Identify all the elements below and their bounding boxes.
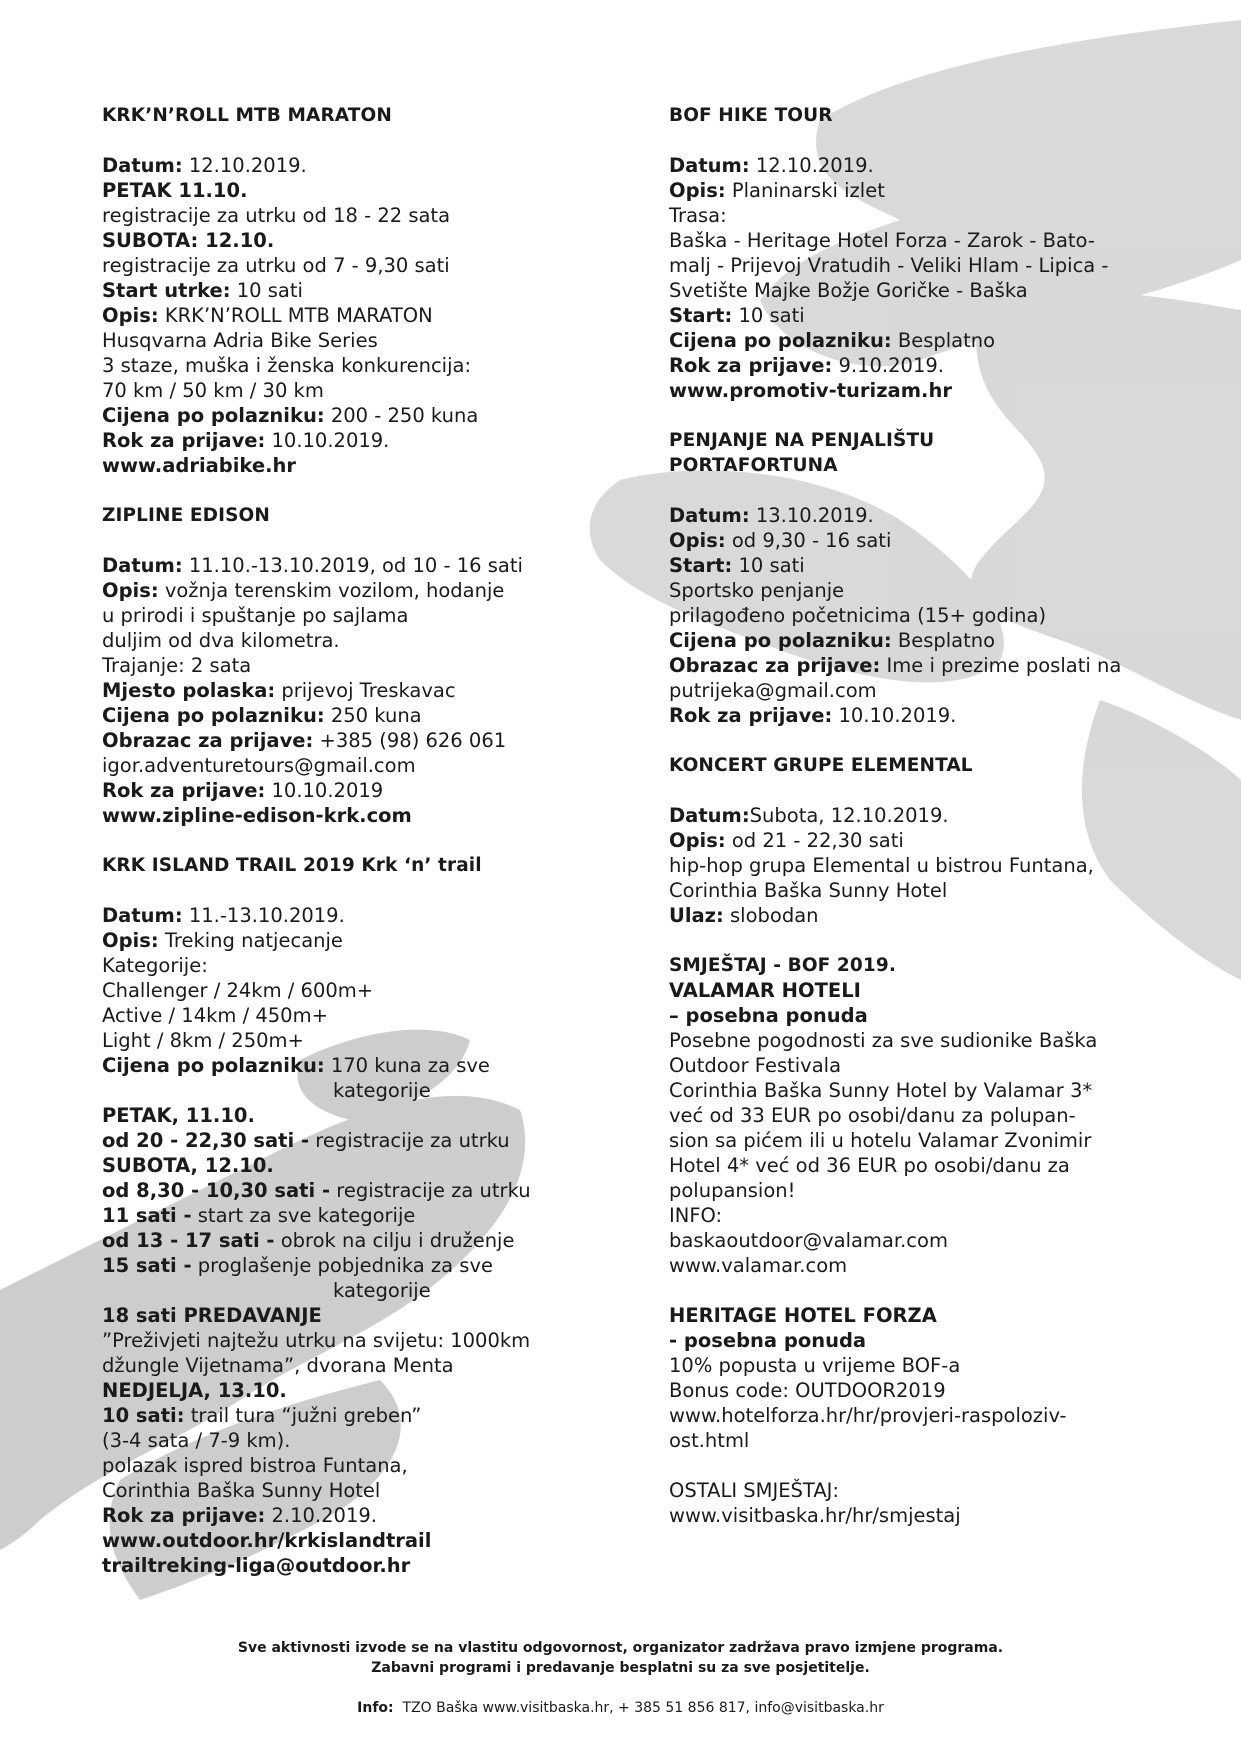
detail-label: VALAMAR HOTELI [669,979,861,1002]
detail-value: 200 - 250 kuna [324,404,479,427]
detail-value: Corinthia Baška Sunny Hotel [102,1479,381,1502]
detail-value: Planinarski izlet [725,179,885,202]
detail-line [102,1228,572,1253]
detail-label: 18 sati PREDAVANJE [102,1304,322,1327]
detail-line [669,378,1169,403]
detail-value: 3 staze, muška i ženska konkurencija: [102,354,472,377]
detail-label: Datum: [669,504,750,527]
event-section [102,103,572,478]
detail-line [669,253,1169,278]
detail-line [669,1478,1169,1503]
detail-value: 12.10.2019. [182,154,307,177]
detail-line [102,1278,572,1303]
section-title-line: ZIPLINE EDISON [102,505,270,526]
event-section [669,103,1169,403]
detail-label: Ulaz: [669,904,724,927]
detail-label: od 8,30 - 10,30 sati - [102,1179,331,1202]
detail-line [102,1328,572,1353]
detail-line [102,1478,572,1503]
detail-label: Mjesto polaska: [102,679,276,702]
detail-line [102,1053,572,1078]
detail-line [669,1378,1169,1403]
detail-value: već od 33 EUR po osobi/danu za polupan- [669,1104,1076,1127]
detail-label: Opis: [669,829,726,852]
detail-value: Active / 14km / 450m+ [102,1004,328,1027]
detail-line [102,1153,572,1178]
detail-line [669,303,1169,328]
detail-line [102,603,572,628]
detail-value: 10.10.2019 [265,779,384,802]
detail-line [669,678,1169,703]
detail-line [102,228,572,253]
detail-label: SUBOTA, 12.10. [102,1154,274,1177]
detail-value: Outdoor Festivala [669,1054,842,1077]
detail-line [669,1503,1169,1528]
detail-line [102,453,572,478]
footer-notes [0,1638,1241,1678]
detail-value: od 21 - 22,30 sati [725,829,904,852]
detail-line [669,828,1169,853]
detail-line [669,228,1169,253]
detail-value: Trasa: [669,204,727,227]
detail-line [102,1553,572,1578]
detail-line [102,753,572,778]
detail-label: Opis: [669,179,726,202]
detail-value: registracije za utrku od 7 - 9,30 sati [102,254,450,277]
detail-line [669,653,1169,678]
detail-line [102,1403,572,1428]
detail-value: kategorije [333,1079,431,1102]
detail-line [102,728,572,753]
detail-label: Rok za prijave: [102,1504,266,1527]
detail-label: – posebna ponuda [669,1004,868,1027]
detail-value: 250 kuna [324,704,422,727]
detail-line [102,928,572,953]
detail-line [669,803,1169,828]
detail-value: Besplatno [891,629,996,652]
detail-value: prilagođeno početnicima (15+ godina) [669,604,1047,627]
detail-line [669,853,1169,878]
detail-label: Start utrke: [102,279,231,302]
detail-label: NEDJELJA, 13.10. [102,1379,287,1402]
detail-line [669,1328,1169,1353]
detail-label: Cijena po polazniku: [102,1054,325,1077]
section-title-line: KONCERT GRUPE ELEMENTAL [669,755,973,776]
detail-line [102,1303,572,1328]
detail-line [102,1203,572,1228]
detail-value: Bonus code: OUTDOOR2019 [669,1379,946,1402]
detail-label: Obrazac za prijave: [102,729,314,752]
detail-label: HERITAGE HOTEL FORZA [669,1304,937,1327]
spacer [669,1278,1169,1303]
detail-line [102,1103,572,1128]
detail-label: Rok za prijave: [102,429,266,452]
detail-line [669,1003,1169,1028]
detail-value: 10.10.2019. [832,704,957,727]
detail-line [669,1253,1169,1278]
detail-value: polupansion! [669,1179,796,1202]
detail-value: baskaoutdoor@valamar.com [669,1229,948,1252]
detail-line [669,528,1169,553]
detail-value: Besplatno [891,329,996,352]
detail-line [669,878,1169,903]
section-title-line: BOF HIKE TOUR [669,105,833,126]
detail-value: Corinthia Baška Sunny Hotel [669,879,948,902]
detail-value: u prirodi i spuštanje po sajlama [102,604,409,627]
detail-line [669,153,1169,178]
detail-line [669,1203,1169,1228]
detail-label: SUBOTA: 12.10. [102,229,275,252]
detail-line [102,1453,572,1478]
detail-line [669,1153,1169,1178]
right-column [669,103,1169,1553]
detail-value: Treking natjecanje [158,929,343,952]
detail-label: PETAK, 11.10. [102,1104,255,1127]
detail-value: registracije za utrku [309,1129,510,1152]
detail-value: 13.10.2019. [749,504,874,527]
detail-line [102,553,572,578]
detail-value: prijevoj Treskavac [275,679,456,702]
detail-value: obrok na cilju i druženje [274,1229,515,1252]
detail-value: KRK’N’ROLL MTB MARATON [158,304,433,327]
detail-value: Kategorije: [102,954,208,977]
detail-line [102,1003,572,1028]
event-section [669,953,1169,1528]
section-title [669,428,1169,478]
detail-line [102,1178,572,1203]
detail-line [669,1303,1169,1328]
detail-label: Cijena po polazniku: [669,329,892,352]
detail-label: Opis: [102,929,159,952]
detail-line [102,653,572,678]
detail-value: Baška - Heritage Hotel Forza - Zarok - Bato- [669,229,1095,252]
detail-value: Subota, 12.10.2019. [749,804,949,827]
detail-label: Cijena po polazniku: [102,404,325,427]
detail-line [669,203,1169,228]
detail-value: registracije za utrku [330,1179,531,1202]
detail-label: Opis: [669,529,726,552]
section-title-line: KRK’N’ROLL MTB MARATON [102,105,392,126]
detail-value: od 9,30 - 16 sati [725,529,892,552]
event-section [669,753,1169,928]
detail-line [669,1403,1169,1428]
detail-line [669,353,1169,378]
detail-line [102,378,572,403]
detail-value: 11.10.-13.10.2019, od 10 - 16 sati [182,554,523,577]
detail-line [102,178,572,203]
detail-line [102,778,572,803]
detail-value: www.hotelforza.hr/hr/provjeri-raspoloziv- [669,1404,1067,1427]
detail-label: Datum: [669,154,750,177]
detail-value: Husqvarna Adria Bike Series [102,329,378,352]
detail-line [669,628,1169,653]
left-column [102,103,572,1603]
section-title-line: KRK ISLAND TRAIL 2019 Krk ‘n’ trail [102,855,482,876]
detail-value: 10 sati [230,279,303,302]
footer-info-text: TZO Baška www.visitbaska.hr, + 385 51 856 817, info@visitbaska.hr [393,1700,884,1716]
detail-value: Ime i prezime poslati na [880,654,1122,677]
detail-value: sion sa pićem ili u hotelu Valamar Zvonimir [669,1129,1092,1152]
detail-label: 15 sati - [102,1254,192,1277]
section-title [102,853,572,878]
detail-value: kategorije [333,1279,431,1302]
detail-label: od 13 - 17 sati - [102,1229,275,1252]
detail-value: slobodan [723,904,819,927]
detail-line [102,153,572,178]
detail-label: Datum: [102,554,183,577]
detail-label: Obrazac za prijave: [669,654,881,677]
detail-label: www.zipline-edison-krk.com [102,804,412,827]
detail-label: Datum: [669,804,750,827]
detail-line [102,428,572,453]
footer-note-free-programs: Zabavni programi i predavanje besplatni su za sve posjetitelje. [371,1660,870,1676]
section-title-line: SMJEŠTAJ - BOF 2019. [669,955,896,976]
detail-value: Posebne pogodnosti za sve sudionike Baška [669,1029,1098,1052]
detail-value: 9.10.2019. [832,354,944,377]
event-section [102,853,572,1578]
detail-line [102,1253,572,1278]
section-title-line: PORTAFORTUNA [669,455,838,476]
detail-value: +385 (98) 626 061 [313,729,507,752]
detail-value: Corinthia Baška Sunny Hotel by Valamar 3* [669,1079,1093,1102]
detail-value: www.visitbaska.hr/hr/smjestaj [669,1504,961,1527]
detail-value: trail tura “južni greben” [184,1404,422,1427]
detail-value: Svetište Majke Božje Goričke - Baška [669,279,1028,302]
detail-label: Cijena po polazniku: [669,629,892,652]
detail-value: hip-hop grupa Elemental u bistrou Funtana, [669,854,1094,877]
section-title [102,103,572,128]
detail-value: proglašenje pobjednika za sve [191,1254,493,1277]
detail-line [102,203,572,228]
event-section [102,503,572,828]
detail-line [669,1053,1169,1078]
detail-line [102,403,572,428]
detail-value: 170 kuna za sve [324,1054,490,1077]
detail-line [669,603,1169,628]
detail-line [669,1103,1169,1128]
detail-line [669,1128,1169,1153]
spacer [669,1453,1169,1478]
detail-label: od 20 - 22,30 sati - [102,1129,310,1152]
detail-line [669,1353,1169,1378]
detail-label: Cijena po polazniku: [102,704,325,727]
detail-line [102,578,572,603]
detail-value: 10 sati [732,304,805,327]
detail-line [669,553,1169,578]
section-title-line: PENJANJE NA PENJALIŠTU [669,430,935,451]
detail-value: 2.10.2019. [265,1504,377,1527]
footer-contact-info [0,1698,1241,1718]
detail-line [669,328,1169,353]
detail-label: 10 sati: [102,1404,185,1427]
detail-line [102,1528,572,1553]
detail-value: start za sve kategorije [191,1204,416,1227]
detail-line [102,628,572,653]
detail-line [102,703,572,728]
detail-value: www.valamar.com [669,1254,848,1277]
detail-label: Rok za prijave: [102,779,266,802]
detail-line [102,803,572,828]
detail-label: Datum: [102,154,183,177]
detail-value: 12.10.2019. [749,154,874,177]
detail-label: PETAK 11.10. [102,179,248,202]
detail-label: Start: [669,554,733,577]
detail-value: Challenger / 24km / 600m+ [102,979,374,1002]
detail-value: 10% popusta u vrijeme BOF-a [669,1354,961,1377]
detail-line [102,678,572,703]
detail-value: INFO: [669,1204,723,1227]
detail-value: Sportsko penjanje [669,579,845,602]
detail-value: 10 sati [732,554,805,577]
detail-label: www.adriabike.hr [102,454,297,477]
detail-label: Start: [669,304,733,327]
detail-line [102,1028,572,1053]
detail-label: Datum: [102,904,183,927]
detail-line [102,278,572,303]
detail-label: Rok za prijave: [669,704,833,727]
section-title [669,953,1169,978]
detail-label: 11 sati - [102,1204,192,1227]
detail-label: - posebna ponuda [669,1329,867,1352]
detail-line [102,353,572,378]
detail-line [669,703,1169,728]
detail-line [102,1128,572,1153]
detail-value: igor.adventuretours@gmail.com [102,754,416,777]
detail-value: ”Preživjeti najtežu utrku na svijetu: 1000km [102,1329,531,1352]
detail-line [669,1028,1169,1053]
detail-value: vožnja terenskim vozilom, hodanje [158,579,505,602]
detail-value: Hotel 4* već od 36 EUR po osobi/danu za [669,1154,1070,1177]
detail-line [102,1353,572,1378]
section-title [669,753,1169,778]
detail-line [102,1428,572,1453]
detail-value: Light / 8km / 250m+ [102,1029,304,1052]
section-title [102,503,572,528]
detail-line [102,303,572,328]
detail-line [102,1078,572,1103]
detail-line [102,253,572,278]
detail-line [102,903,572,928]
detail-value: džungle Vijetnama”, dvorana Menta [102,1354,454,1377]
detail-value: OSTALI SMJEŠTAJ: [669,1479,839,1502]
detail-line [669,178,1169,203]
detail-label: trailtreking-liga@outdoor.hr [102,1554,411,1577]
detail-line [669,903,1169,928]
detail-label: Opis: [102,304,159,327]
detail-value: 10.10.2019. [265,429,390,452]
detail-line [669,1178,1169,1203]
detail-line [102,328,572,353]
detail-value: polazak ispred bistroa Funtana, [102,1454,408,1477]
detail-line [102,1503,572,1528]
detail-label: www.outdoor.hr/krkislandtrail [102,1529,432,1552]
detail-value: Trajanje: 2 sata [102,654,252,677]
detail-label: Opis: [102,579,159,602]
detail-label: www.promotiv-turizam.hr [669,379,952,402]
detail-line [669,278,1169,303]
detail-value: 11.-13.10.2019. [182,904,345,927]
detail-line [669,503,1169,528]
detail-line [102,953,572,978]
detail-value: malj - Prijevoj Vratudih - Veliki Hlam - Lipica - [669,254,1109,277]
detail-value: (3-4 sata / 7-9 km). [102,1429,291,1452]
detail-line [102,978,572,1003]
footer-note-responsibility: Sve aktivnosti izvode se na vlastitu odgovornost, organizator zadržava pravo izmjene programa. [237,1640,1004,1656]
detail-value: ost.html [669,1429,750,1452]
event-section [669,428,1169,728]
detail-value: duljim od dva kilometra. [102,629,340,652]
detail-line [669,1078,1169,1103]
section-title [669,103,1169,128]
footer-info-label: Info: [357,1700,394,1716]
detail-label: Rok za prijave: [669,354,833,377]
detail-value: 70 km / 50 km / 30 km [102,379,324,402]
detail-value: putrijeka@gmail.com [669,679,877,702]
detail-line [669,1428,1169,1453]
detail-line [102,1378,572,1403]
detail-value: registracije za utrku od 18 - 22 sata [102,204,451,227]
detail-line [669,978,1169,1003]
detail-line [669,578,1169,603]
detail-line [669,1228,1169,1253]
